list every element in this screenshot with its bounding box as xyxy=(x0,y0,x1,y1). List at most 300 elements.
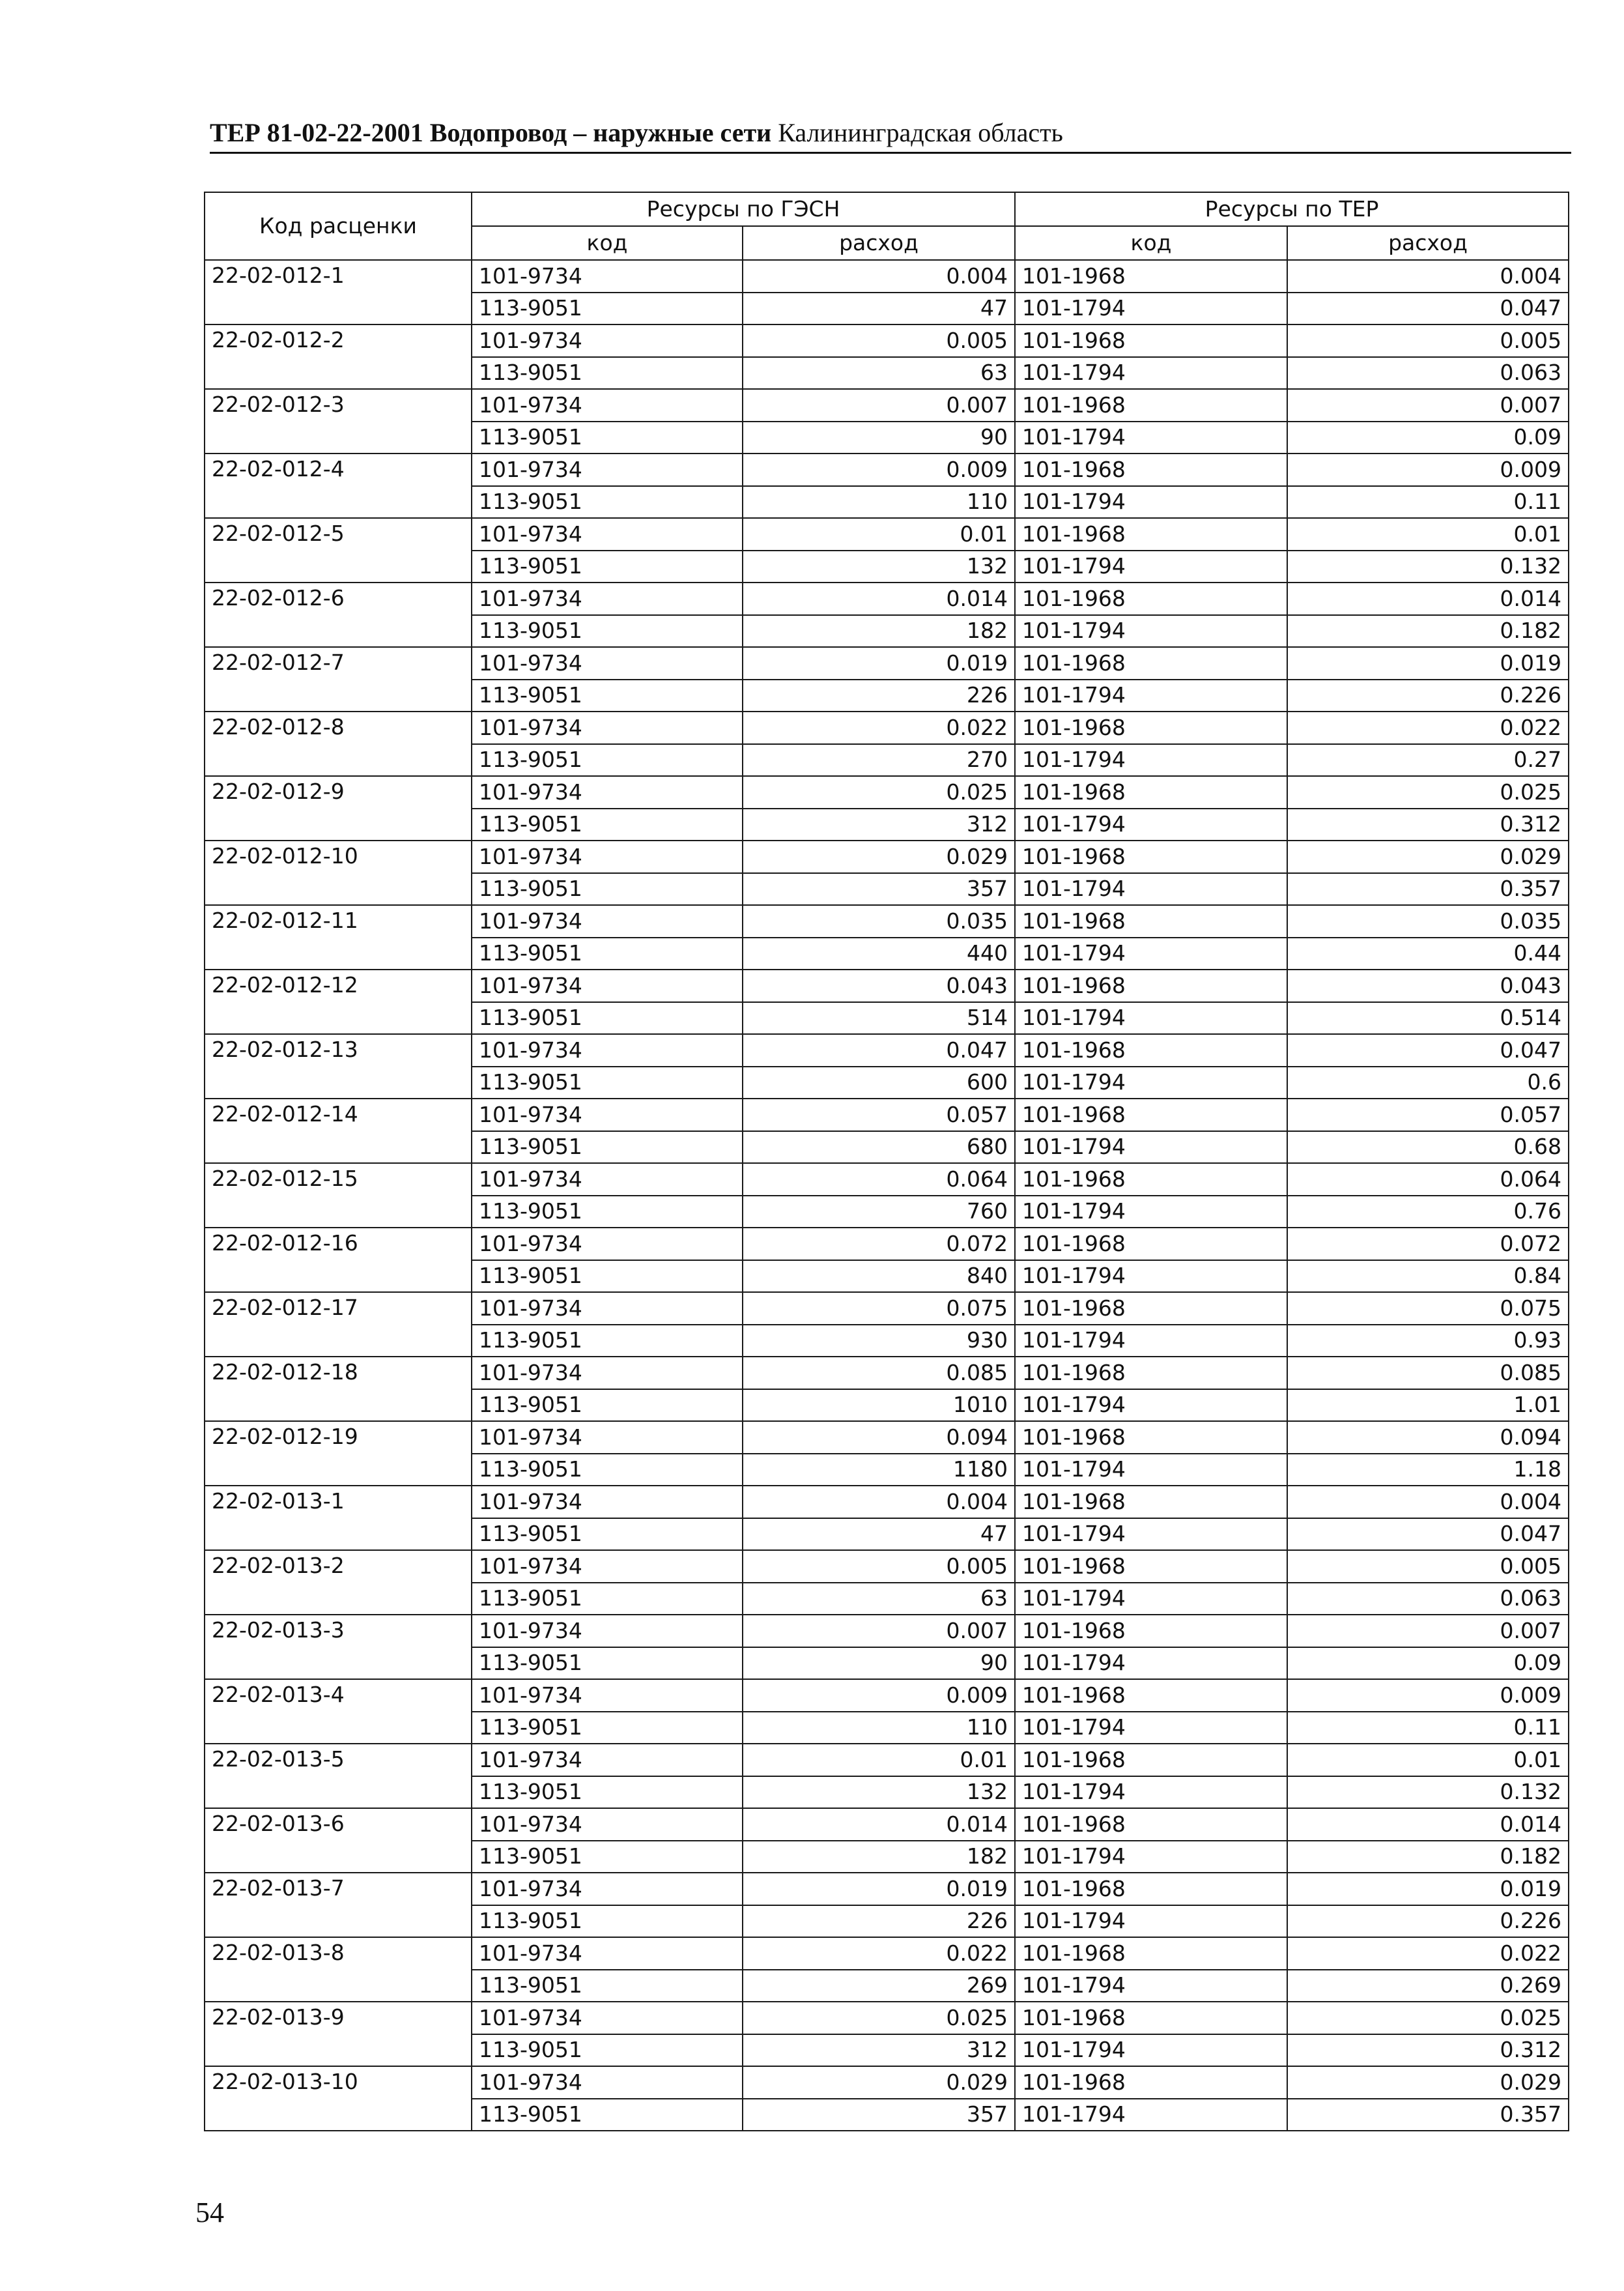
table-row xyxy=(205,2002,1569,2034)
ter-consumption-cell: 0.357 xyxy=(1287,873,1569,906)
resources-table xyxy=(204,192,1569,2131)
ter-code-cell: 101-1968 xyxy=(1015,1679,1287,1712)
ter-code-cell: 101-1968 xyxy=(1015,970,1287,1002)
ter-consumption-cell: 0.182 xyxy=(1287,615,1569,648)
gesn-code-cell: 101-9734 xyxy=(472,1615,743,1647)
table-row xyxy=(205,776,1569,809)
table-row xyxy=(205,1744,1569,1776)
ter-code-cell: 101-1968 xyxy=(1015,1486,1287,1518)
gesn-consumption-cell: 0.029 xyxy=(743,2066,1015,2099)
gesn-consumption-cell: 226 xyxy=(743,1905,1015,1938)
ter-code-cell: 101-1968 xyxy=(1015,1228,1287,1260)
ter-code-cell: 101-1968 xyxy=(1015,1099,1287,1131)
ter-consumption-cell: 0.009 xyxy=(1287,454,1569,486)
rate-code-cell: 22-02-012-17 xyxy=(205,1292,472,1357)
ter-consumption-cell: 0.094 xyxy=(1287,1421,1569,1454)
ter-consumption-cell: 0.132 xyxy=(1287,551,1569,583)
ter-code-cell: 101-1794 xyxy=(1015,551,1287,583)
gesn-code-cell: 113-9051 xyxy=(472,293,743,325)
ter-consumption-cell: 0.84 xyxy=(1287,1260,1569,1293)
table-row xyxy=(205,841,1569,873)
gesn-code-cell: 113-9051 xyxy=(472,1712,743,1744)
ter-code-cell: 101-1794 xyxy=(1015,1002,1287,1035)
ter-consumption-cell: 0.182 xyxy=(1287,1841,1569,1873)
gesn-consumption-cell: 0.022 xyxy=(743,712,1015,744)
table-row xyxy=(205,1808,1569,1841)
rate-code-cell: 22-02-012-1 xyxy=(205,260,472,324)
ter-code-cell: 101-1968 xyxy=(1015,712,1287,744)
ter-consumption-cell: 0.035 xyxy=(1287,905,1569,938)
gesn-code-cell: 113-9051 xyxy=(472,2099,743,2131)
ter-consumption-cell: 0.064 xyxy=(1287,1163,1569,1196)
ter-code-cell: 101-1794 xyxy=(1015,809,1287,841)
gesn-consumption-cell: 0.029 xyxy=(743,841,1015,873)
ter-code-cell: 101-1794 xyxy=(1015,1776,1287,1809)
table-row xyxy=(205,1615,1569,1647)
gesn-consumption-cell: 0.025 xyxy=(743,2002,1015,2034)
ter-code-cell: 101-1968 xyxy=(1015,324,1287,357)
gesn-code-cell: 113-9051 xyxy=(472,1776,743,1809)
ter-code-cell: 101-1968 xyxy=(1015,1873,1287,1905)
ter-consumption-cell: 0.043 xyxy=(1287,970,1569,1002)
ter-consumption-cell: 0.063 xyxy=(1287,1583,1569,1615)
ter-consumption-cell: 0.019 xyxy=(1287,1873,1569,1905)
gesn-consumption-cell: 930 xyxy=(743,1325,1015,1357)
ter-code-cell: 101-1968 xyxy=(1015,776,1287,809)
ter-code-cell: 101-1794 xyxy=(1015,1518,1287,1551)
rate-code-cell: 22-02-012-4 xyxy=(205,454,472,518)
rate-code-cell: 22-02-013-2 xyxy=(205,1550,472,1615)
table-row xyxy=(205,1679,1569,1712)
header-rate-code: Код расценки xyxy=(205,192,472,260)
gesn-code-cell: 113-9051 xyxy=(472,1260,743,1293)
gesn-consumption-cell: 0.025 xyxy=(743,776,1015,809)
gesn-code-cell: 101-9734 xyxy=(472,776,743,809)
ter-code-cell: 101-1968 xyxy=(1015,905,1287,938)
gesn-consumption-cell: 0.005 xyxy=(743,324,1015,357)
gesn-consumption-cell: 47 xyxy=(743,293,1015,325)
ter-consumption-cell: 0.047 xyxy=(1287,1518,1569,1551)
ter-code-cell: 101-1794 xyxy=(1015,615,1287,648)
table-row xyxy=(205,1421,1569,1454)
rate-code-cell: 22-02-012-10 xyxy=(205,841,472,905)
ter-consumption-cell: 0.085 xyxy=(1287,1357,1569,1389)
ter-code-cell: 101-1968 xyxy=(1015,1034,1287,1067)
gesn-code-cell: 101-9734 xyxy=(472,1034,743,1067)
ter-consumption-cell: 0.063 xyxy=(1287,357,1569,390)
gesn-consumption-cell: 110 xyxy=(743,486,1015,519)
gesn-code-cell: 101-9734 xyxy=(472,1808,743,1841)
gesn-code-cell: 101-9734 xyxy=(472,1679,743,1712)
ter-consumption-cell: 0.11 xyxy=(1287,1712,1569,1744)
ter-consumption-cell: 0.009 xyxy=(1287,1679,1569,1712)
rate-code-cell: 22-02-012-7 xyxy=(205,647,472,712)
ter-consumption-cell: 0.004 xyxy=(1287,260,1569,293)
rate-code-cell: 22-02-012-14 xyxy=(205,1099,472,1163)
rate-code-cell: 22-02-012-11 xyxy=(205,905,472,970)
rate-code-cell: 22-02-013-4 xyxy=(205,1679,472,1744)
ter-code-cell: 101-1968 xyxy=(1015,2066,1287,2099)
gesn-consumption-cell: 0.01 xyxy=(743,518,1015,551)
ter-consumption-cell: 0.76 xyxy=(1287,1196,1569,1228)
table-row xyxy=(205,1228,1569,1260)
gesn-consumption-cell: 0.075 xyxy=(743,1292,1015,1325)
gesn-code-cell: 101-9734 xyxy=(472,260,743,293)
gesn-consumption-cell: 0.057 xyxy=(743,1099,1015,1131)
ter-code-cell: 101-1794 xyxy=(1015,293,1287,325)
document-code: ТЕР 81-02-22-2001 xyxy=(210,118,423,147)
gesn-code-cell: 101-9734 xyxy=(472,905,743,938)
table-row xyxy=(205,2066,1569,2099)
rate-code-cell: 22-02-012-15 xyxy=(205,1163,472,1228)
table-body xyxy=(205,260,1569,2131)
rate-code-cell: 22-02-012-16 xyxy=(205,1228,472,1292)
rate-code-cell: 22-02-013-1 xyxy=(205,1486,472,1550)
ter-code-cell: 101-1968 xyxy=(1015,583,1287,615)
ter-code-cell: 101-1794 xyxy=(1015,357,1287,390)
rate-code-cell: 22-02-012-6 xyxy=(205,583,472,647)
gesn-consumption-cell: 0.004 xyxy=(743,260,1015,293)
ter-code-cell: 101-1794 xyxy=(1015,1454,1287,1486)
ter-code-cell: 101-1794 xyxy=(1015,1905,1287,1938)
header-gesn-consumption: расход xyxy=(743,226,1015,260)
ter-code-cell: 101-1794 xyxy=(1015,680,1287,712)
rate-code-cell: 22-02-013-6 xyxy=(205,1808,472,1873)
gesn-consumption-cell: 760 xyxy=(743,1196,1015,1228)
gesn-code-cell: 101-9734 xyxy=(472,518,743,551)
header-ter-consumption: расход xyxy=(1287,226,1569,260)
ter-consumption-cell: 0.226 xyxy=(1287,680,1569,712)
gesn-consumption-cell: 90 xyxy=(743,422,1015,454)
gesn-code-cell: 113-9051 xyxy=(472,1970,743,2002)
gesn-consumption-cell: 840 xyxy=(743,1260,1015,1293)
ter-consumption-cell: 0.93 xyxy=(1287,1325,1569,1357)
ter-code-cell: 101-1794 xyxy=(1015,1325,1287,1357)
gesn-consumption-cell: 0.022 xyxy=(743,1937,1015,1970)
ter-consumption-cell: 0.68 xyxy=(1287,1131,1569,1164)
rate-code-cell: 22-02-013-3 xyxy=(205,1615,472,1679)
table-row xyxy=(205,1937,1569,1970)
gesn-consumption-cell: 514 xyxy=(743,1002,1015,1035)
ter-consumption-cell: 0.057 xyxy=(1287,1099,1569,1131)
gesn-consumption-cell: 182 xyxy=(743,1841,1015,1873)
ter-consumption-cell: 0.025 xyxy=(1287,2002,1569,2034)
ter-code-cell: 101-1794 xyxy=(1015,744,1287,777)
ter-consumption-cell: 0.019 xyxy=(1287,647,1569,680)
gesn-consumption-cell: 312 xyxy=(743,2034,1015,2067)
ter-consumption-cell: 0.01 xyxy=(1287,1744,1569,1776)
table-row xyxy=(205,647,1569,680)
table-row xyxy=(205,389,1569,422)
ter-code-cell: 101-1968 xyxy=(1015,518,1287,551)
gesn-code-cell: 113-9051 xyxy=(472,1841,743,1873)
gesn-code-cell: 113-9051 xyxy=(472,1647,743,1680)
gesn-code-cell: 113-9051 xyxy=(472,422,743,454)
gesn-consumption-cell: 0.007 xyxy=(743,389,1015,422)
ter-code-cell: 101-1794 xyxy=(1015,1647,1287,1680)
gesn-code-cell: 113-9051 xyxy=(472,1002,743,1035)
gesn-code-cell: 113-9051 xyxy=(472,1067,743,1099)
gesn-code-cell: 113-9051 xyxy=(472,1905,743,1938)
ter-consumption-cell: 0.226 xyxy=(1287,1905,1569,1938)
ter-consumption-cell: 0.014 xyxy=(1287,583,1569,615)
gesn-code-cell: 101-9734 xyxy=(472,1486,743,1518)
gesn-code-cell: 101-9734 xyxy=(472,389,743,422)
page-number: 54 xyxy=(195,2197,224,2228)
table-row xyxy=(205,324,1569,357)
rate-code-cell: 22-02-012-2 xyxy=(205,324,472,389)
ter-consumption-cell: 0.357 xyxy=(1287,2099,1569,2131)
rate-code-cell: 22-02-013-8 xyxy=(205,1937,472,2002)
ter-code-cell: 101-1968 xyxy=(1015,841,1287,873)
ter-code-cell: 101-1794 xyxy=(1015,486,1287,519)
gesn-consumption-cell: 0.01 xyxy=(743,1744,1015,1776)
ter-consumption-cell: 1.18 xyxy=(1287,1454,1569,1486)
ter-consumption-cell: 0.312 xyxy=(1287,809,1569,841)
gesn-code-cell: 101-9734 xyxy=(472,1099,743,1131)
gesn-consumption-cell: 0.035 xyxy=(743,905,1015,938)
gesn-consumption-cell: 110 xyxy=(743,1712,1015,1744)
gesn-code-cell: 113-9051 xyxy=(472,1325,743,1357)
ter-consumption-cell: 0.029 xyxy=(1287,841,1569,873)
ter-consumption-cell: 0.01 xyxy=(1287,518,1569,551)
gesn-code-cell: 101-9734 xyxy=(472,1550,743,1583)
gesn-code-cell: 113-9051 xyxy=(472,1518,743,1551)
rate-code-cell: 22-02-012-18 xyxy=(205,1357,472,1421)
rate-code-cell: 22-02-012-9 xyxy=(205,776,472,841)
ter-consumption-cell: 0.014 xyxy=(1287,1808,1569,1841)
gesn-consumption-cell: 0.072 xyxy=(743,1228,1015,1260)
ter-code-cell: 101-1968 xyxy=(1015,647,1287,680)
gesn-code-cell: 101-9734 xyxy=(472,1421,743,1454)
table-row xyxy=(205,1357,1569,1389)
gesn-code-cell: 113-9051 xyxy=(472,1389,743,1422)
header-ter-resources: Ресурсы по ТЕР xyxy=(1015,192,1569,226)
ter-code-cell: 101-1794 xyxy=(1015,1970,1287,2002)
gesn-consumption-cell: 0.014 xyxy=(743,583,1015,615)
ter-code-cell: 101-1794 xyxy=(1015,938,1287,970)
ter-consumption-cell: 0.09 xyxy=(1287,1647,1569,1680)
ter-consumption-cell: 0.004 xyxy=(1287,1486,1569,1518)
ter-code-cell: 101-1794 xyxy=(1015,1131,1287,1164)
ter-consumption-cell: 0.005 xyxy=(1287,1550,1569,1583)
gesn-consumption-cell: 0.019 xyxy=(743,647,1015,680)
gesn-consumption-cell: 0.019 xyxy=(743,1873,1015,1905)
ter-code-cell: 101-1968 xyxy=(1015,389,1287,422)
rate-code-cell: 22-02-013-10 xyxy=(205,2066,472,2131)
gesn-consumption-cell: 0.085 xyxy=(743,1357,1015,1389)
header-gesn-code: код xyxy=(472,226,743,260)
gesn-code-cell: 113-9051 xyxy=(472,1583,743,1615)
rate-code-cell: 22-02-013-9 xyxy=(205,2002,472,2066)
table-row xyxy=(205,1550,1569,1583)
ter-code-cell: 101-1968 xyxy=(1015,1357,1287,1389)
ter-code-cell: 101-1794 xyxy=(1015,1712,1287,1744)
gesn-code-cell: 101-9734 xyxy=(472,1163,743,1196)
gesn-consumption-cell: 0.004 xyxy=(743,1486,1015,1518)
gesn-code-cell: 113-9051 xyxy=(472,2034,743,2067)
ter-consumption-cell: 0.11 xyxy=(1287,486,1569,519)
gesn-consumption-cell: 1010 xyxy=(743,1389,1015,1422)
ter-consumption-cell: 0.132 xyxy=(1287,1776,1569,1809)
gesn-consumption-cell: 182 xyxy=(743,615,1015,648)
gesn-code-cell: 101-9734 xyxy=(472,647,743,680)
ter-consumption-cell: 0.269 xyxy=(1287,1970,1569,2002)
gesn-code-cell: 101-9734 xyxy=(472,1292,743,1325)
ter-code-cell: 101-1794 xyxy=(1015,1389,1287,1422)
table-row xyxy=(205,712,1569,744)
gesn-code-cell: 113-9051 xyxy=(472,1131,743,1164)
table-row xyxy=(205,583,1569,615)
gesn-consumption-cell: 0.009 xyxy=(743,1679,1015,1712)
ter-consumption-cell: 0.022 xyxy=(1287,712,1569,744)
ter-consumption-cell: 0.27 xyxy=(1287,744,1569,777)
ter-consumption-cell: 0.09 xyxy=(1287,422,1569,454)
gesn-code-cell: 113-9051 xyxy=(472,1196,743,1228)
table-row xyxy=(205,260,1569,293)
gesn-consumption-cell: 0.043 xyxy=(743,970,1015,1002)
ter-consumption-cell: 0.007 xyxy=(1287,389,1569,422)
ter-code-cell: 101-1794 xyxy=(1015,2099,1287,2131)
gesn-code-cell: 113-9051 xyxy=(472,551,743,583)
gesn-consumption-cell: 132 xyxy=(743,1776,1015,1809)
gesn-code-cell: 101-9734 xyxy=(472,2066,743,2099)
gesn-code-cell: 101-9734 xyxy=(472,324,743,357)
header-gesn-resources: Ресурсы по ГЭСН xyxy=(472,192,1015,226)
ter-code-cell: 101-1968 xyxy=(1015,1808,1287,1841)
rate-code-cell: 22-02-013-7 xyxy=(205,1873,472,1937)
ter-code-cell: 101-1968 xyxy=(1015,1615,1287,1647)
ter-consumption-cell: 0.005 xyxy=(1287,324,1569,357)
gesn-consumption-cell: 47 xyxy=(743,1518,1015,1551)
gesn-consumption-cell: 600 xyxy=(743,1067,1015,1099)
gesn-consumption-cell: 357 xyxy=(743,873,1015,906)
rate-code-cell: 22-02-012-13 xyxy=(205,1034,472,1099)
ter-code-cell: 101-1968 xyxy=(1015,1937,1287,1970)
gesn-code-cell: 113-9051 xyxy=(472,938,743,970)
rate-code-cell: 22-02-012-19 xyxy=(205,1421,472,1486)
gesn-consumption-cell: 0.009 xyxy=(743,454,1015,486)
gesn-consumption-cell: 90 xyxy=(743,1647,1015,1680)
ter-consumption-cell: 0.047 xyxy=(1287,1034,1569,1067)
ter-consumption-cell: 0.025 xyxy=(1287,776,1569,809)
ter-consumption-cell: 0.514 xyxy=(1287,1002,1569,1035)
ter-consumption-cell: 0.022 xyxy=(1287,1937,1569,1970)
gesn-consumption-cell: 440 xyxy=(743,938,1015,970)
ter-consumption-cell: 0.44 xyxy=(1287,938,1569,970)
gesn-code-cell: 101-9734 xyxy=(472,1228,743,1260)
gesn-consumption-cell: 0.014 xyxy=(743,1808,1015,1841)
gesn-code-cell: 101-9734 xyxy=(472,1357,743,1389)
ter-code-cell: 101-1794 xyxy=(1015,1067,1287,1099)
gesn-code-cell: 113-9051 xyxy=(472,680,743,712)
gesn-code-cell: 113-9051 xyxy=(472,486,743,519)
rate-code-cell: 22-02-012-5 xyxy=(205,518,472,583)
ter-code-cell: 101-1968 xyxy=(1015,260,1287,293)
table-row xyxy=(205,1163,1569,1196)
ter-code-cell: 101-1968 xyxy=(1015,1744,1287,1776)
gesn-code-cell: 101-9734 xyxy=(472,712,743,744)
ter-consumption-cell: 1.01 xyxy=(1287,1389,1569,1422)
ter-code-cell: 101-1794 xyxy=(1015,873,1287,906)
table-row xyxy=(205,1486,1569,1518)
ter-code-cell: 101-1794 xyxy=(1015,1841,1287,1873)
table-row xyxy=(205,905,1569,938)
rate-code-cell: 22-02-013-5 xyxy=(205,1744,472,1808)
table-header xyxy=(205,192,1569,260)
page-header xyxy=(210,119,1063,147)
ter-code-cell: 101-1968 xyxy=(1015,2002,1287,2034)
gesn-consumption-cell: 132 xyxy=(743,551,1015,583)
gesn-consumption-cell: 270 xyxy=(743,744,1015,777)
ter-code-cell: 101-1968 xyxy=(1015,1550,1287,1583)
ter-code-cell: 101-1794 xyxy=(1015,2034,1287,2067)
gesn-code-cell: 113-9051 xyxy=(472,1454,743,1486)
ter-consumption-cell: 0.312 xyxy=(1287,2034,1569,2067)
ter-code-cell: 101-1794 xyxy=(1015,1583,1287,1615)
gesn-code-cell: 101-9734 xyxy=(472,1873,743,1905)
gesn-consumption-cell: 226 xyxy=(743,680,1015,712)
header-divider xyxy=(210,152,1571,154)
gesn-code-cell: 101-9734 xyxy=(472,1744,743,1776)
table-row xyxy=(205,1292,1569,1325)
ter-consumption-cell: 0.6 xyxy=(1287,1067,1569,1099)
gesn-code-cell: 101-9734 xyxy=(472,583,743,615)
gesn-code-cell: 113-9051 xyxy=(472,809,743,841)
table-row xyxy=(205,1034,1569,1067)
table-row xyxy=(205,1873,1569,1905)
ter-code-cell: 101-1794 xyxy=(1015,422,1287,454)
gesn-consumption-cell: 312 xyxy=(743,809,1015,841)
table-row xyxy=(205,1099,1569,1131)
rate-code-cell: 22-02-012-8 xyxy=(205,712,472,776)
gesn-code-cell: 101-9734 xyxy=(472,454,743,486)
table-row xyxy=(205,970,1569,1002)
gesn-consumption-cell: 357 xyxy=(743,2099,1015,2131)
gesn-code-cell: 113-9051 xyxy=(472,615,743,648)
document-title: Водопровод – наружные сети xyxy=(429,118,772,147)
ter-code-cell: 101-1968 xyxy=(1015,1163,1287,1196)
gesn-code-cell: 113-9051 xyxy=(472,873,743,906)
ter-code-cell: 101-1968 xyxy=(1015,1421,1287,1454)
gesn-consumption-cell: 0.064 xyxy=(743,1163,1015,1196)
ter-code-cell: 101-1968 xyxy=(1015,454,1287,486)
gesn-consumption-cell: 63 xyxy=(743,357,1015,390)
gesn-code-cell: 101-9734 xyxy=(472,841,743,873)
ter-consumption-cell: 0.047 xyxy=(1287,293,1569,325)
gesn-consumption-cell: 63 xyxy=(743,1583,1015,1615)
gesn-code-cell: 101-9734 xyxy=(472,2002,743,2034)
ter-code-cell: 101-1794 xyxy=(1015,1196,1287,1228)
gesn-consumption-cell: 0.094 xyxy=(743,1421,1015,1454)
header-ter-code: код xyxy=(1015,226,1287,260)
gesn-code-cell: 113-9051 xyxy=(472,357,743,390)
table-row xyxy=(205,518,1569,551)
ter-consumption-cell: 0.075 xyxy=(1287,1292,1569,1325)
rate-code-cell: 22-02-012-12 xyxy=(205,970,472,1034)
rate-code-cell: 22-02-012-3 xyxy=(205,389,472,454)
gesn-consumption-cell: 269 xyxy=(743,1970,1015,2002)
gesn-consumption-cell: 0.005 xyxy=(743,1550,1015,1583)
document-region: Калининградская область xyxy=(778,118,1063,147)
gesn-consumption-cell: 680 xyxy=(743,1131,1015,1164)
gesn-code-cell: 101-9734 xyxy=(472,970,743,1002)
gesn-code-cell: 101-9734 xyxy=(472,1937,743,1970)
ter-consumption-cell: 0.007 xyxy=(1287,1615,1569,1647)
gesn-consumption-cell: 0.007 xyxy=(743,1615,1015,1647)
ter-consumption-cell: 0.072 xyxy=(1287,1228,1569,1260)
gesn-code-cell: 113-9051 xyxy=(472,744,743,777)
